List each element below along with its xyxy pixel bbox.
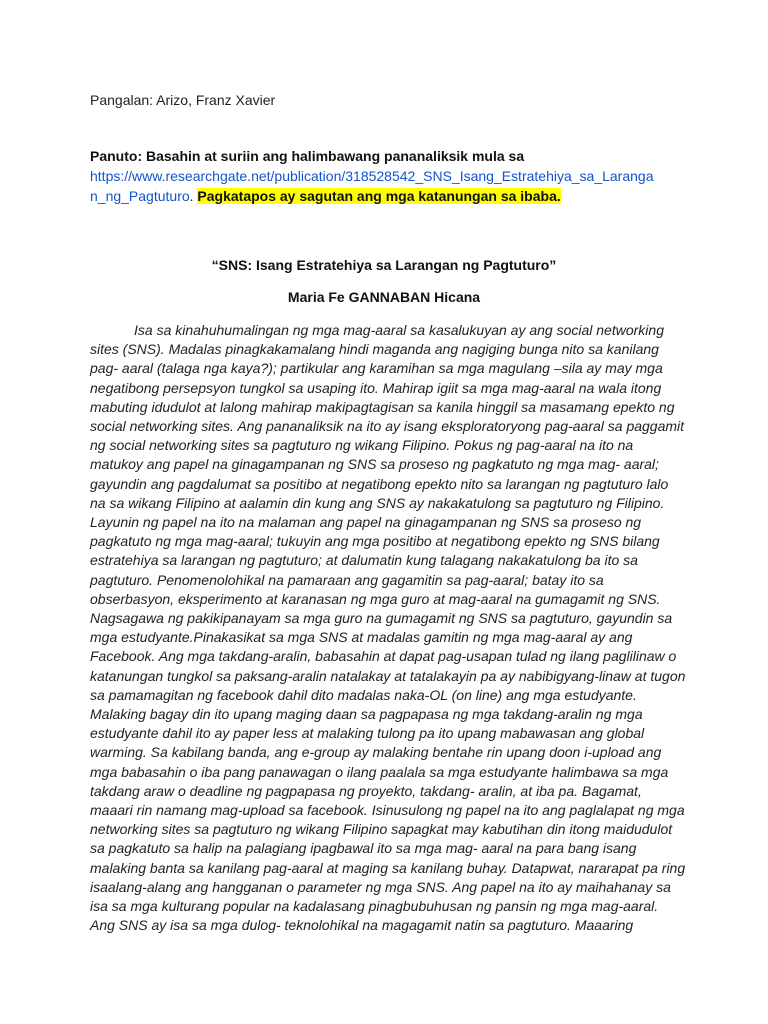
abstract-line: Nagsagawa ng pakikipanayam sa mga guro na gumagamit ng SNS sa pagtuturo, gayundin sa: [90, 610, 673, 627]
abstract-line: Facebook. Ang mga takdang-aralin, babasahin at dapat pag-usapan tulad ng ilang paglilinaw o: [90, 648, 677, 665]
student-name: Pangalan: Arizo, Franz Xavier: [90, 92, 276, 108]
abstract-line: gayundin ang pagdalumat sa positibo at negatibong epekto nito sa larangan ng pagtuturo lalo: [90, 475, 669, 492]
research-link-line1[interactable]: https://www.researchgate.net/publication/318528542_SNS_Isang_Estratehiya_sa_Laranga: [90, 168, 654, 184]
abstract-line: networking sites sa pagtuturo ng wikang Filipino sapagkat may kabutihan din itong maidudulot: [90, 821, 673, 838]
abstract-line: sites (SNS). Madalas pinagkakamalang hindi maganda ang nagiging bunga nito sa kanilang: [90, 341, 659, 358]
abstract-line: pag- aaral (talaga nga kaya?); partikular ang karamihan sa mga magulang –sila ay may mga: [90, 360, 663, 377]
instructions-paragraph: [90, 146, 670, 206]
abstract-line: pagtuturo. Penomenolohikal na pamaraan ang gagamitin sa pag-aaral; batay ito sa: [90, 571, 604, 588]
paper-author: Maria Fe GANNABAN Hicana: [287, 289, 481, 305]
abstract-line: negatibong persepsyon tungkol sa usaping ito. Mahirap igiit sa mga mag-aaral na wala itong: [90, 379, 662, 396]
abstract-line: mga estudyante.Pinakasikat sa mga SNS at madalas gamitin ng mga mag-aaral ay ang: [90, 629, 633, 646]
abstract-body: [90, 321, 686, 936]
abstract-line: Isa sa kinahuhumalingan ng mga mag-aaral sa kasalukuyan ay ang social networking: [134, 322, 664, 338]
abstract-line: maaari rin namang mag-upload sa facebook. Isinusulong ng papel na ito ang paglalapat ng mga: [90, 802, 685, 819]
abstract-line: estratehiya sa larangan ng pagtuturo; at dalumatin kung talagang nakakatulong ba ito sa: [90, 552, 638, 569]
abstract-line: mabuting idudulot at lalong mahirap makipagtagisan sa kanila hinggil sa masamang epekto ng: [90, 398, 675, 415]
abstract-line: Layunin ng papel na ito na malaman ang papel na ginagampanan ng SNS sa proseso ng: [90, 514, 642, 531]
abstract-line: social networking sites. Ang pananaliksik na ito ay isang eksploratoryong pag-aaral sa paggamit: [90, 418, 685, 435]
abstract-line: Ang SNS ay isa sa mga dulog- teknolohikal na magagamit natin sa pagtuturo. Maaaring: [90, 917, 634, 934]
paper-title: “SNS: Isang Estratehiya sa Larangan ng Pagtuturo”: [211, 257, 557, 273]
abstract-line: malaking banta sa kanilang pag-aaral at maging sa kanilang buhay. Datapwat, nararapat pa ring: [90, 859, 686, 876]
abstract-line: matukoy ang papel na ginagampanan ng SNS sa proseso ng pagkatuto ng mga mag- aaral;: [90, 456, 659, 473]
abstract-line: pagkatuto ng mga mag-aaral; tukuyin ang mga positibo at negatibong epekto ng SNS bilang: [90, 533, 660, 550]
abstract-line: takdang araw o deadline ng pagpapasa ng proyekto, takdang- aralin, at iba pa. Bagamat,: [90, 782, 642, 799]
instructions-period: .: [189, 188, 198, 204]
abstract-line: ng social networking sites sa pagtuturo ng wikang Filipino. Pokus ng pag-aaral na ito na: [90, 437, 634, 454]
instructions-lead: Panuto: Basahin at suriin ang halimbawang pananaliksik mula sa: [90, 148, 525, 164]
abstract-line: warming. Sa kabilang banda, ang e-group ay malaking bentahe rin upang doon i-upload ang: [90, 744, 662, 761]
instructions-highlight: Pagkatapos ay sagutan ang mga katanungan sa ibaba.: [197, 188, 561, 204]
abstract-line: na sa wikang Filipino at aalamin din kung ang SNS ay nakakatulong sa pagtuturo ng Filipino.: [90, 494, 665, 511]
abstract-line: isa sa mga kulturang popular na kadalasang pinagbubuhusan ng pansin ng mga mag-aaral.: [90, 898, 659, 915]
abstract-line: estudyante dahil ito ay paper less at malaking tulong pa ito upang mabawasan ang global: [90, 725, 645, 742]
abstract-line: mga babasahin o iba pang panawagan o ilang paalala sa mga estudyante halimbawa sa mga: [90, 763, 669, 780]
abstract-line: obserbasyon, eksperimento at karanasan ng mga guro at mag-aaral na gumagamit ng SNS.: [90, 590, 661, 607]
abstract-line: sa pagkatuto sa halip na palagiang ipagbawal ito sa mga mag- aaral na para bang isang: [90, 840, 637, 857]
abstract-line: Malaking bagay din ito upang maging daan sa pagpapasa ng mga takdang-aralin ng mga: [90, 706, 643, 723]
research-link-line2[interactable]: n_ng_Pagtuturo: [90, 188, 190, 204]
abstract-line: sa pamamagitan ng facebook dahil dito madalas naka-OL (on line) ang mga estudyante.: [90, 686, 637, 703]
abstract-line: isaalang-alang ang hangganan o parameter ng mga SNS. Ang papel na ito ay maihahanay sa: [90, 878, 671, 895]
abstract-line: katanungan tungkol sa paksang-aralin natalakay at tatalakayin pa ay nabibigyang-linaw at tugon: [90, 667, 686, 684]
